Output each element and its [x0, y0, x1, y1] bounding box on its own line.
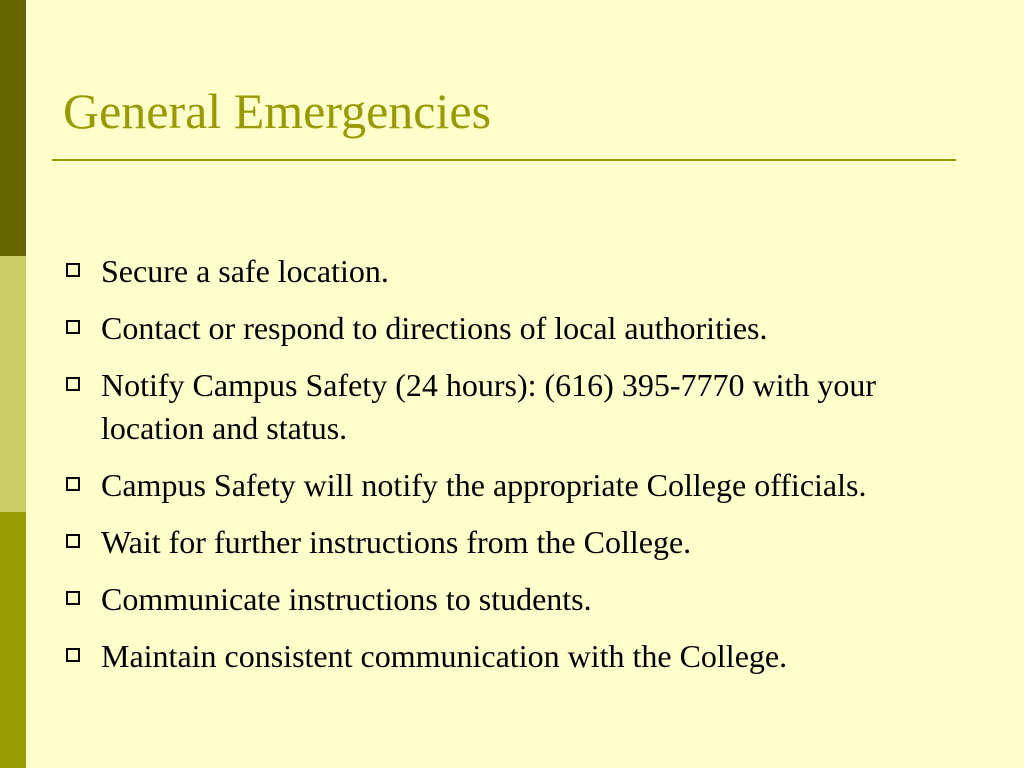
hollow-square-bullet-icon — [66, 591, 80, 605]
bullet-item — [66, 635, 966, 678]
side-accent-bar-bottom — [0, 512, 26, 768]
hollow-square-bullet-icon — [66, 648, 80, 662]
bullet-item — [66, 250, 966, 293]
bullet-text: Secure a safe location. — [101, 253, 389, 289]
bullet-item — [66, 307, 966, 350]
side-accent-bar-top — [0, 0, 26, 256]
bullet-item — [66, 364, 966, 450]
hollow-square-bullet-icon — [66, 534, 80, 548]
bullet-text: Communicate instructions to students. — [101, 581, 592, 617]
slide-title: General Emergencies — [63, 83, 492, 139]
hollow-square-bullet-icon — [66, 377, 80, 391]
side-accent-bar-middle — [0, 256, 26, 512]
bullet-item — [66, 578, 966, 621]
hollow-square-bullet-icon — [66, 477, 80, 491]
bullet-text: Contact or respond to directions of local authorities. — [101, 310, 768, 346]
hollow-square-bullet-icon — [66, 263, 80, 277]
bullet-text: Campus Safety will notify the appropriate College officials. — [101, 467, 867, 503]
title-divider — [52, 159, 956, 161]
hollow-square-bullet-icon — [66, 320, 80, 334]
bullet-item — [66, 464, 966, 507]
bullet-text: Wait for further instructions from the College. — [101, 524, 692, 560]
bullet-item — [66, 521, 966, 564]
bullet-list — [66, 250, 966, 692]
bullet-text: Maintain consistent communication with the College. — [101, 638, 788, 674]
bullet-text: Notify Campus Safety (24 hours): (616) 395-7770 with your location and status. — [101, 367, 877, 446]
